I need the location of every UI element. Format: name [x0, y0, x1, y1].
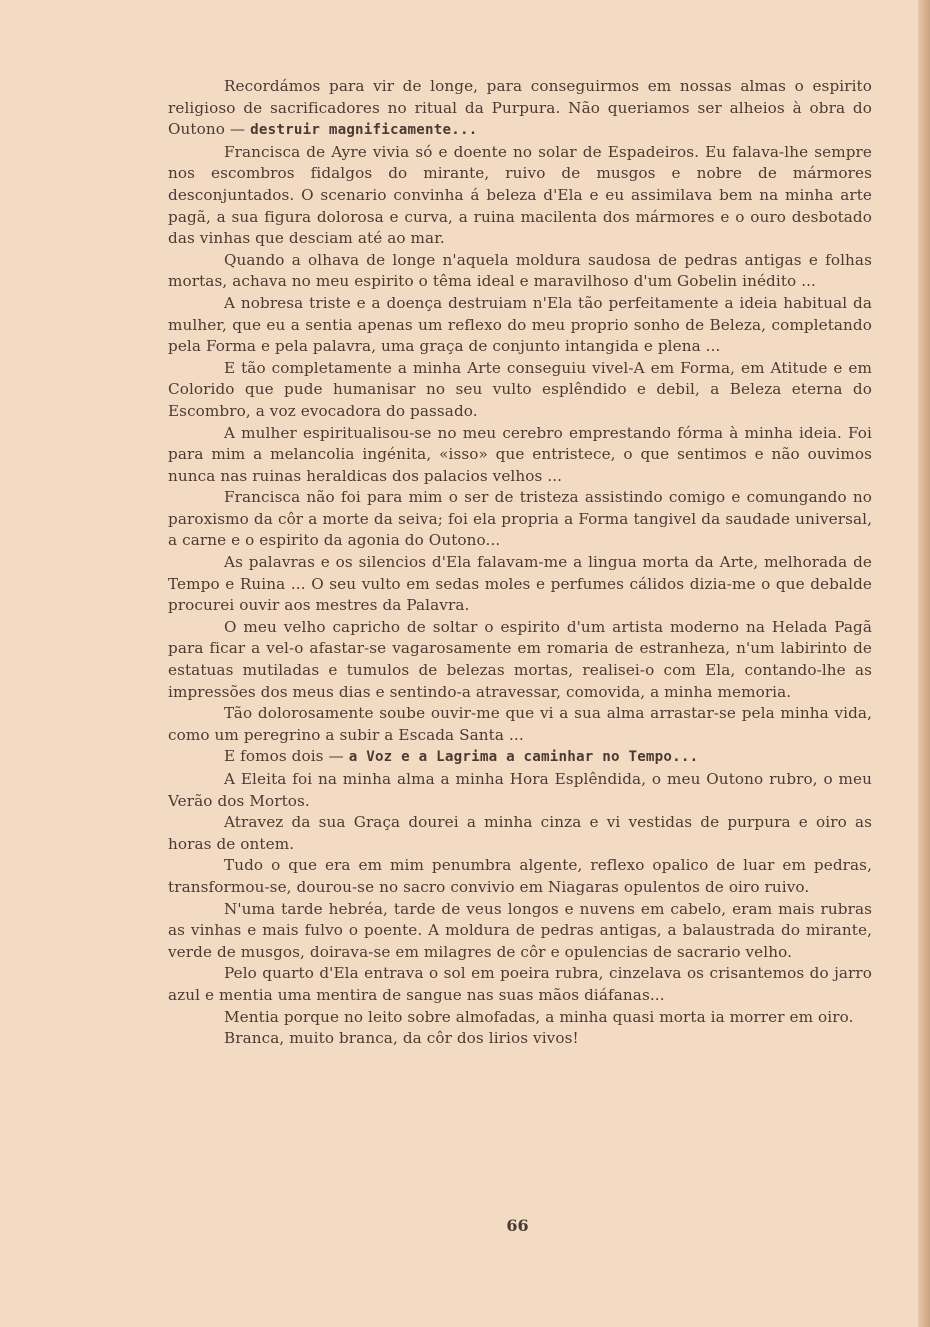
- page-number: 66: [506, 1216, 529, 1235]
- paragraph: [168, 1007, 872, 1029]
- paragraph-text: Tudo o que era em mim penumbra algente, reflexo opalico de luar em pedras, transformou-se, dourou-se no sacro convivio em Niagaras opulentos de oiro ruivo.: [168, 856, 872, 896]
- paragraph: [168, 963, 872, 1006]
- paragraph-text: A mulher espiritualisou-se no meu cerebro emprestando fórma à minha ideia. Foi para mim a melancolia ingénita, «isso» que entristece, o que sentimos e não ouvimos nunca nas ruinas heraldicas dos palacios velhos ...: [168, 423, 872, 485]
- paragraph-text: Branca, muito branca, da côr dos lirios vivos!: [224, 1029, 579, 1048]
- paragraph: [168, 769, 872, 812]
- paragraph: [168, 423, 872, 488]
- paragraph-text: Tão dolorosamente soube ouvir-me que vi a sua alma arrastar-se pela minha vida, como um peregrino a subir a Escada Santa ...: [168, 704, 872, 744]
- paragraph: [168, 293, 872, 358]
- paragraph-text: A Eleita foi na minha alma a minha Hora Esplêndida, o meu Outono rubro, o meu Verão dos Mortos.: [168, 770, 872, 810]
- paragraph-text: E fomos dois —: [224, 747, 349, 766]
- paragraph-text: Atravez da sua Graça dourei a minha cinza e vi vestidas de purpura e oiro as horas de ontem.: [168, 813, 872, 853]
- paragraph: [168, 855, 872, 898]
- paragraph: [168, 746, 872, 769]
- paragraph-text: Francisca de Ayre vivia só e doente no solar de Espadeiros. Eu falava-lhe sempre nos escombros fidalgos do mirante, ruivo de musgos e nobre de mármores desconjuntados. O scenario convinha á beleza d'Ela e eu assimilava bem na minha arte pagã, a sua figura dolorosa e curva, a ruina macilenta dos mármores e o ouro desbotado das vinhas que desciam até ao mar.: [168, 142, 872, 248]
- body-text: [168, 76, 872, 1050]
- paragraph: [168, 76, 872, 142]
- paragraph: [168, 617, 872, 703]
- paragraph: [168, 142, 872, 250]
- paragraph: [168, 250, 872, 293]
- paragraph-text: As palavras e os silencios d'Ela falavam-me a lingua morta da Arte, melhorada de Tempo e Ruina ... O seu vulto em sedas moles e perfumes cálidos dizia-me o que debalde procurei ouvir aos mestres da Palavra.: [168, 553, 872, 615]
- paragraph: [168, 552, 872, 617]
- page-edge-shadow: [918, 0, 930, 1327]
- paragraph: [168, 812, 872, 855]
- paragraph-text: O meu velho capricho de soltar o espirito d'um artista moderno na Helada Pagã para ficar a vel-o afastar-se vagarosamente em romaria de estranheza, n'um labirinto de estatuas mutiladas e tumulos de belezas mortas, realisei-o com Ela, contando-lhe as impressões dos meus dias e sentindo-a atravessar, comovida, a minha memoria.: [168, 617, 872, 701]
- paragraph-text: Quando a olhava de longe n'aquela moldura saudosa de pedras antigas e folhas mortas, achava no meu espirito o têma ideal e maravilhoso d'um Gobelin inédito ...: [168, 250, 872, 291]
- paragraph-text: Mentia porque no leito sobre almofadas, a minha quasi morta ia morrer em oiro.: [224, 1007, 854, 1026]
- paragraph: [168, 487, 872, 552]
- paragraph-text: Recordámos para vir de longe, para conseguirmos em nossas almas o espirito religioso de sacrificadores no ritual da Purpura. Não queriamos ser alheios à obra do Outono —: [168, 77, 872, 139]
- paragraph-text: Pelo quarto d'Ela entrava o sol em poeira rubra, cinzelava os crisantemos do jarro azul e mentia uma mentira de sangue nas suas mãos diáfanas...: [168, 964, 872, 1004]
- paragraph-text: N'uma tarde hebréa, tarde de veus longos e nuvens em cabelo, eram mais rubras as vinhas e mais fulvo o poente. A moldura de pedras antigas, a balaustrada do mirante, verde de musgos, doirava-se em milagres de côr e opulencias de sacrario velho.: [168, 899, 872, 961]
- paragraph: [168, 358, 872, 423]
- paragraph: [168, 703, 872, 746]
- paragraph-text: E tão completamente a minha Arte conseguiu vivel-A em Forma, em Atitude e em Colorido que pude humanisar no seu vulto esplêndido e debil, a Beleza eterna do Escombro, a voz evocadora do passado.: [168, 358, 872, 420]
- paragraph: [168, 1028, 872, 1050]
- paragraph: [168, 899, 872, 964]
- emphasized-text: a Voz e a Lagrima a caminhar no Tempo...: [348, 749, 699, 766]
- emphasized-text: destruir magnificamente...: [250, 122, 478, 139]
- paragraph-text: A nobresa triste e a doença destruiam n'Ela tão perfeitamente a ideia habitual da mulher, que eu a sentia apenas um reflexo do meu proprio sonho de Beleza, completando pela Forma e pela palavra, uma graça de conjunto intangida e plena ...: [168, 293, 872, 356]
- paragraph-text: Francisca não foi para mim o ser de tristeza assistindo comigo e comungando no paroxismo da côr a morte da seiva; foi ela propria a Forma tangivel da saudade universal, a carne e o espirito da agonia do Outono...: [168, 488, 872, 550]
